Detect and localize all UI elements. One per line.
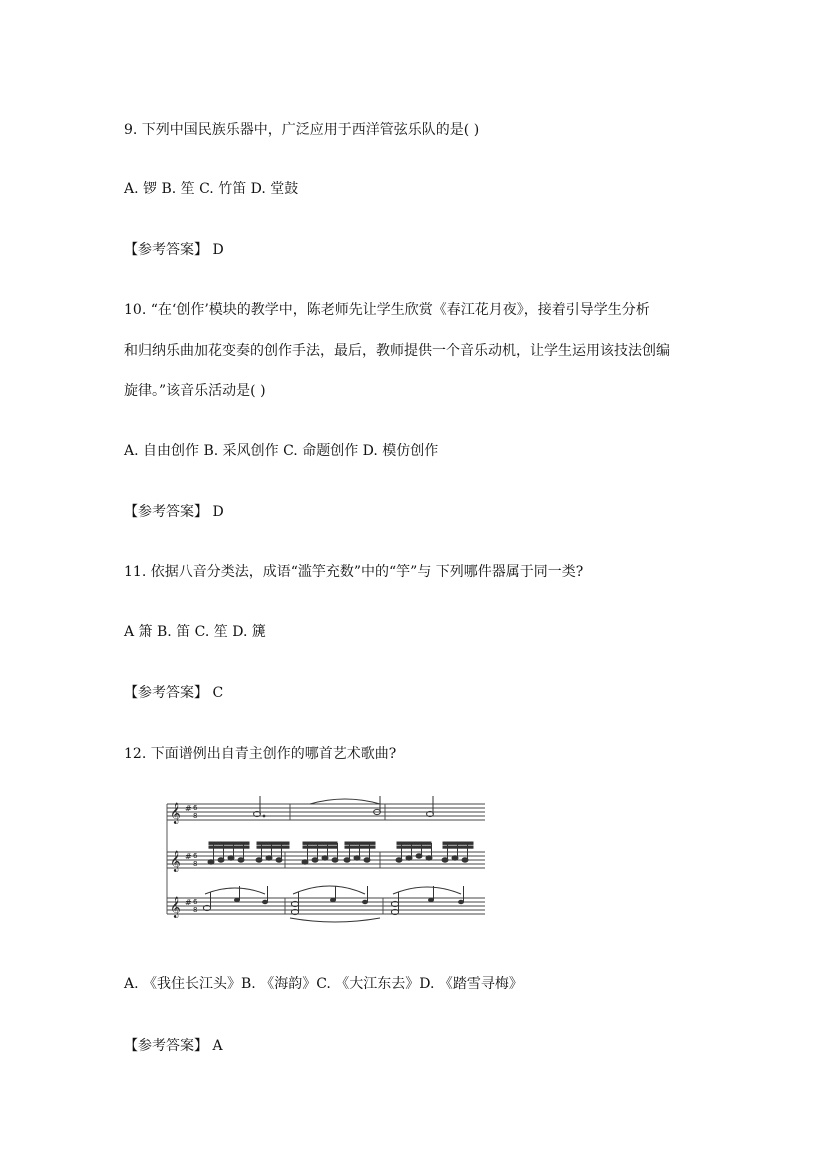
svg-text:6: 6 [193, 804, 198, 812]
q9-answer-row [124, 240, 224, 260]
answer-label: 【参考答案】 [124, 1038, 208, 1054]
q11-question: 11. 依据八音分类法，成语“滥竽充数”中的“竽”与 下列哪件器属于同一类? [124, 564, 584, 580]
q10-question-line3: 旋律。”该音乐活动是( ) [124, 383, 266, 399]
q9-question: 9. 下列中国民族乐器中，广泛应用于西洋管弦乐队的是( ) [124, 122, 480, 138]
answer-label: 【参考答案】 [124, 242, 208, 258]
treble-clef-icon: 𝄞 [170, 851, 181, 872]
svg-text:8: 8 [193, 906, 198, 914]
svg-text:6: 6 [193, 852, 198, 860]
svg-text:#: # [185, 804, 192, 813]
svg-text:#: # [185, 898, 192, 907]
q10-question-line1: 10. “在‘创作’模块的教学中，陈老师先让学生欣赏《春江花月夜》，接着引导学生分析 [124, 302, 650, 318]
answer-label: 【参考答案】 [124, 504, 208, 520]
answer-value: A [212, 1038, 223, 1054]
q10-options: A. 自由创作 B. 采风创作 C. 命题创作 D. 模仿创作 [124, 443, 439, 459]
q10-question-line2: 和归纳乐曲加花变奏的创作手法，最后，教师提供一个音乐动机，让学生运用该技法创编 [124, 343, 670, 359]
svg-text:8: 8 [193, 860, 198, 868]
answer-label: 【参考答案】 [124, 685, 208, 701]
music-score-image [165, 790, 490, 930]
treble-clef-icon: 𝄞 [170, 803, 181, 824]
figure-1 [208, 842, 249, 864]
q12-answer-row [124, 1036, 223, 1056]
staff-1 [167, 804, 485, 820]
figure-3 [302, 842, 338, 864]
svg-text:6: 6 [193, 898, 198, 906]
staff-3 [167, 898, 485, 914]
q9-options: A. 锣 B. 笙 C. 竹笛 D. 堂鼓 [124, 181, 299, 197]
svg-text:8: 8 [193, 812, 198, 820]
q11-answer-row [124, 683, 223, 703]
answer-value: D [212, 504, 224, 520]
answer-value: C [212, 685, 224, 701]
answer-value: D [212, 242, 224, 258]
svg-text:#: # [185, 852, 192, 861]
q12-options: A. 《我住长江头》B. 《海韵》C. 《大江东去》D. 《踏雪寻梅》 [124, 976, 523, 992]
q12-question: 12. 下面谱例出自青主创作的哪首艺术歌曲? [124, 746, 397, 762]
treble-clef-icon: 𝄞 [170, 897, 181, 918]
q10-answer-row [124, 502, 224, 522]
q11-options: A 箫 B. 笛 C. 笙 D. 篪 [124, 624, 266, 640]
